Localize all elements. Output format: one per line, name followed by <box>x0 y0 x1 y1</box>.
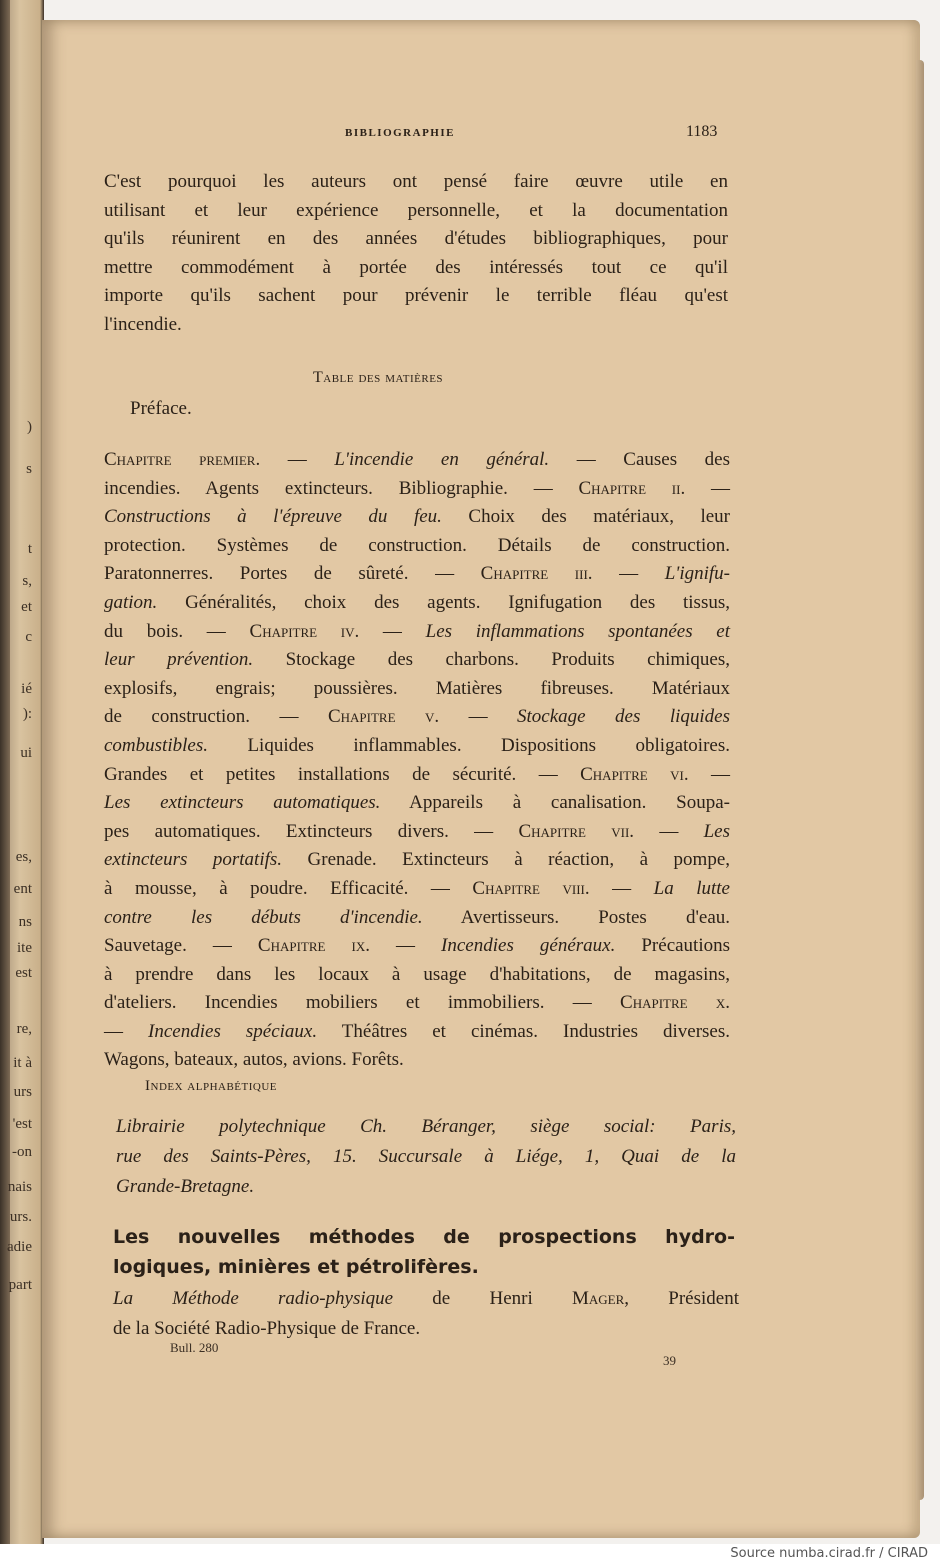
text-run: Mager <box>571 1288 625 1309</box>
left-page-fragment: et <box>21 599 32 615</box>
text-run: Sauvetage. — <box>104 935 258 957</box>
left-page-fragment: ) <box>27 419 32 435</box>
text-run: , Président <box>624 1288 739 1309</box>
text-run: La lutte <box>653 877 730 899</box>
left-page-fragment: urs <box>13 1084 32 1100</box>
left-page-fragment: est <box>15 965 32 981</box>
bulletin-signature: Bull. 280 <box>170 1340 219 1355</box>
text-run: — <box>104 1020 149 1042</box>
text-run: Chapitre premier. — <box>104 449 335 470</box>
text-run: Chapitre viii. — <box>472 877 654 899</box>
text-run: Grandes et petites installations de sécurité. — <box>104 763 581 785</box>
text-run: leur prévention. <box>104 649 254 671</box>
paragraph-line: qu'ils réunirent en des années d'études bibliographiques, pour <box>104 228 728 249</box>
left-page-fragment: urs. <box>9 1209 32 1225</box>
text-run: Stockage des charbons. Produits chimiques, <box>253 649 730 671</box>
text-run: Les <box>703 820 730 842</box>
page-edge <box>916 60 924 1500</box>
text-run: contre les débuts d'incendie. <box>104 906 423 928</box>
toc-contents <box>104 446 730 1075</box>
left-page-fragment: ): <box>22 706 32 722</box>
text-run: La Méthode radio-physique <box>113 1288 394 1309</box>
text-run: Paratonnerres. Portes de sûreté. — <box>104 563 481 585</box>
page-number: 1183 <box>686 123 718 140</box>
text-run: de construction. — <box>104 706 328 728</box>
text-run: combustibles. <box>104 734 208 756</box>
text-run: explosifs, engrais; poussières. Matières fibreuses. Matériaux <box>104 677 730 699</box>
left-page-fragment: adie <box>7 1239 32 1255</box>
text-line <box>104 875 730 904</box>
text-run: Chapitre vi. — <box>580 763 730 785</box>
text-line <box>104 703 730 732</box>
left-page-fragment: ns <box>18 914 32 930</box>
text-run: Généralités, choix des agents. Ignifugation des tissus, <box>157 591 730 613</box>
paragraph-line: C'est pourquoi les auteurs ont pensé faire œuvre utile en <box>104 171 728 192</box>
text-run: Chapitre ix. — <box>257 935 442 957</box>
text-line <box>104 846 730 875</box>
text-run: Théâtres et cinémas. Industries diverses. <box>317 1020 731 1042</box>
signature-number: 39 <box>663 1353 676 1368</box>
text-line <box>104 961 730 990</box>
publisher-line: Librairie polytechnique Ch. Béranger, siège social: Paris, <box>116 1116 736 1137</box>
text-run: Wagons, bateaux, autos, avions. Forêts. <box>104 1049 404 1071</box>
section-title <box>113 1222 735 1282</box>
text-line <box>104 589 730 618</box>
left-page-fragment: re, <box>16 1021 32 1037</box>
text-run: Incendies spéciaux. <box>148 1020 318 1042</box>
text-run: pes automatiques. Extincteurs divers. — <box>104 820 519 842</box>
text-run: gation. <box>104 591 158 613</box>
left-page-fragment: ié <box>21 681 32 697</box>
text-line <box>104 503 730 532</box>
left-page-fragment: t <box>27 541 32 557</box>
text-run: du bois. — <box>104 620 250 642</box>
text-line <box>104 989 730 1018</box>
text-line <box>104 446 730 475</box>
left-page-fragment: c <box>25 629 32 645</box>
book-spine-edge <box>0 0 10 1544</box>
text-run: L'ignifu- <box>664 563 730 585</box>
text-run: L'incendie en général. <box>334 449 550 470</box>
text-run: — Causes des <box>549 449 731 470</box>
text-run: Constructions à l'épreuve du feu. <box>104 506 442 528</box>
text-run: Chapitre v. — <box>327 706 518 728</box>
text-run: Grenade. Extincteurs à réaction, à pompe, <box>282 849 731 871</box>
text-line <box>104 618 730 647</box>
left-page-margin <box>0 0 44 1544</box>
text-line <box>104 646 730 675</box>
left-page-fragment: s <box>26 461 32 477</box>
toc-preface: Préface. <box>130 398 192 419</box>
text-line <box>104 732 730 761</box>
text-run: à prendre dans les locaux à usage d'habitations, de magasins, <box>104 963 730 985</box>
text-run: Chapitre ii. — <box>578 477 730 499</box>
toc-heading: Table des matières <box>313 369 444 386</box>
text-run: protection. Systèmes de construction. Détails de construction. <box>104 534 730 556</box>
publisher-line: Grande-Bretagne. <box>116 1176 255 1197</box>
text-run: Précautions <box>615 935 731 957</box>
text-line <box>104 532 730 561</box>
text-line <box>104 1018 730 1047</box>
text-run: d'ateliers. Incendies mobiliers et immobiliers. — <box>104 992 621 1014</box>
text-run: Chapitre vii. — <box>518 820 704 842</box>
text-line <box>104 475 730 504</box>
paragraph-line: mettre commodément à portée des intéressés tout ce qu'il <box>104 256 728 278</box>
text-run: à mousse, à poudre. Efficacité. — <box>104 877 473 899</box>
text-run: de la Société Radio-Physique de France. <box>113 1318 421 1339</box>
toc-index: Index alphabétique <box>145 1078 278 1094</box>
section-title-line: Les nouvelles méthodes de prospections hydro- <box>113 1226 735 1248</box>
intro-paragraph <box>104 168 728 339</box>
paragraph-line: importe qu'ils sachent pour prévenir le terrible fléau qu'est <box>104 285 728 306</box>
text-run: Les inflammations spontanées et <box>425 620 730 642</box>
text-line <box>104 675 730 704</box>
text-line <box>104 818 730 847</box>
text-line <box>104 932 730 961</box>
left-page-fragment: 'est <box>12 1116 32 1132</box>
running-header: BIBLIOGRAPHIE <box>345 127 455 139</box>
text-run: Chapitre iv. — <box>249 620 426 642</box>
publisher-line: rue des Saints-Pères, 15. Succursale à Liége, 1, Quai de la <box>116 1146 736 1167</box>
method-paragraph <box>113 1284 739 1344</box>
left-page-fragment: it à <box>13 1055 32 1071</box>
text-run: Chapitre iii. — <box>480 563 665 585</box>
text-run: Avertisseurs. Postes d'eau. <box>422 906 730 928</box>
left-page-fragment: nais <box>7 1179 32 1195</box>
text-line <box>113 1284 739 1314</box>
text-line <box>104 1046 730 1075</box>
left-page-fragment: es, <box>15 849 32 865</box>
left-page-fragment: -on <box>12 1144 32 1160</box>
left-page-fragment: ent <box>13 881 32 897</box>
text-run: Liquides inflammables. Dispositions obligatoires. <box>207 734 730 756</box>
text-run: Appareils à canalisation. Soupa- <box>380 792 730 814</box>
text-run: Chapitre x. <box>620 992 731 1014</box>
left-page-fragment: ui <box>20 745 32 761</box>
text-run: incendies. Agents extincteurs. Bibliographie. — <box>104 477 579 499</box>
text-run: Choix des matériaux, leur <box>441 506 730 528</box>
text-line <box>104 560 730 589</box>
text-line <box>104 789 730 818</box>
paragraph-line: l'incendie. <box>104 313 182 335</box>
paragraph-line: utilisant et leur expérience personnelle, et la documentation <box>104 199 728 221</box>
text-run: de Henri <box>393 1288 572 1309</box>
text-line <box>104 761 730 790</box>
left-page-fragment: part <box>8 1277 32 1293</box>
text-run: extincteurs portatifs. <box>104 849 283 871</box>
left-page-fragment: s, <box>22 573 32 589</box>
section-title-line: logiques, minières et pétrolifères. <box>113 1256 479 1278</box>
text-run: Les extincteurs automatiques. <box>104 792 381 814</box>
source-credit: Source numba.cirad.fr / CIRAD <box>730 1546 928 1561</box>
text-line <box>104 904 730 933</box>
publisher-info <box>116 1112 736 1202</box>
text-run: Incendies généraux. <box>441 935 616 957</box>
text-run: Stockage des liquides <box>517 706 731 728</box>
left-page-fragment: ite <box>17 940 32 956</box>
